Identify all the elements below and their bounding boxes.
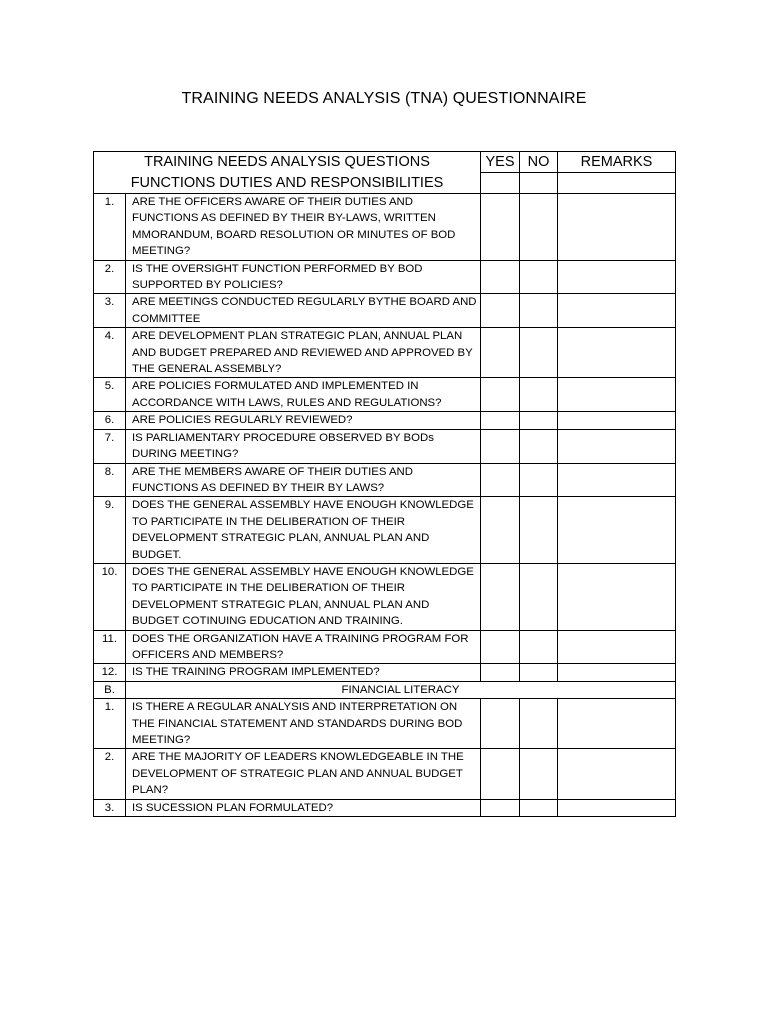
question-text: ARE THE OFFICERS AWARE OF THEIR DUTIES AND FUNCTIONS AS DEFINED BY THEIR BY-LAWS, WRITTEN MMORANDUM, BOARD RESOLUTION OR MINUTES OF BOD MEETING? (126, 194, 481, 261)
question-number: 2. (94, 260, 126, 294)
remarks-cell[interactable] (558, 699, 676, 749)
section-a-header: FUNCTIONS DUTIES AND RESPONSIBILITIES (94, 173, 481, 194)
no-answer-cell[interactable] (520, 194, 558, 261)
no-answer-cell[interactable] (520, 378, 558, 412)
no-answer-cell[interactable] (520, 260, 558, 294)
question-number: 10. (94, 563, 126, 630)
yes-answer-cell[interactable] (481, 699, 520, 749)
question-text: ARE THE MEMBERS AWARE OF THEIR DUTIES AND FUNCTIONS AS DEFINED BY THEIR BY LAWS? (126, 463, 481, 497)
document-title: TRAINING NEEDS ANALYSIS (TNA) QUESTIONNAIRE (181, 90, 587, 107)
no-answer-cell[interactable] (520, 749, 558, 799)
yes-answer-cell[interactable] (481, 664, 520, 681)
remarks-cell[interactable] (558, 749, 676, 799)
question-number: 1. (94, 699, 126, 749)
yes-header: YES (481, 152, 520, 173)
yes-answer-cell[interactable] (481, 328, 520, 378)
question-text: IS PARLIAMENTARY PROCEDURE OBSERVED BY BODs DURING MEETING? (126, 429, 481, 463)
remarks-cell[interactable] (558, 294, 676, 328)
question-text: ARE POLICIES REGULARLY REVIEWED? (126, 412, 481, 429)
remarks-cell[interactable] (558, 664, 676, 681)
question-text: ARE POLICIES FORMULATED AND IMPLEMENTED IN ACCORDANCE WITH LAWS, RULES AND REGULATIONS? (126, 378, 481, 412)
no-answer-cell[interactable] (520, 799, 558, 816)
table-row (94, 699, 676, 749)
yes-answer-cell[interactable] (481, 412, 520, 429)
table-row (94, 194, 676, 261)
remarks-cell[interactable] (558, 412, 676, 429)
yes-answer-cell[interactable] (481, 378, 520, 412)
question-number: 9. (94, 497, 126, 564)
question-number: 2. (94, 749, 126, 799)
question-number: 1. (94, 194, 126, 261)
no-answer-cell[interactable] (520, 664, 558, 681)
remarks-header: REMARKS (558, 152, 676, 173)
question-text: IS THERE A REGULAR ANALYSIS AND INTERPRETATION ON THE FINANCIAL STATEMENT AND STANDARDS DURING BOD MEETING? (126, 699, 481, 749)
question-text: DOES THE GENERAL ASSEMBLY HAVE ENOUGH KNOWLEDGE TO PARTICIPATE IN THE DELIBERATION OF THEIR DEVELOPMENT STRATEGIC PLAN, ANNUAL PLAN AND BUDGET. (126, 497, 481, 564)
yes-answer-cell[interactable] (481, 260, 520, 294)
question-text: IS SUCESSION PLAN FORMULATED? (126, 799, 481, 816)
yes-answer-cell[interactable] (481, 497, 520, 564)
question-number: 4. (94, 328, 126, 378)
yes-answer-cell[interactable] (481, 173, 520, 194)
yes-answer-cell[interactable] (481, 463, 520, 497)
question-text: DOES THE ORGANIZATION HAVE A TRAINING PROGRAM FOR OFFICERS AND MEMBERS? (126, 630, 481, 664)
header-row (94, 152, 676, 173)
question-number: 6. (94, 412, 126, 429)
section-header-row (94, 173, 676, 194)
table-row (94, 294, 676, 328)
no-answer-cell[interactable] (520, 412, 558, 429)
question-number: 11. (94, 630, 126, 664)
yes-answer-cell[interactable] (481, 630, 520, 664)
no-answer-cell[interactable] (520, 463, 558, 497)
questionnaire-table (93, 151, 676, 817)
question-text: ARE MEETINGS CONDUCTED REGULARLY BYTHE BOARD AND COMMITTEE (126, 294, 481, 328)
table-row (94, 497, 676, 564)
no-answer-cell[interactable] (520, 630, 558, 664)
table-row (94, 664, 676, 681)
question-number: 3. (94, 294, 126, 328)
table-row (94, 630, 676, 664)
table-row (94, 378, 676, 412)
no-header: NO (520, 152, 558, 173)
question-number: 12. (94, 664, 126, 681)
remarks-cell[interactable] (558, 799, 676, 816)
table-row (94, 563, 676, 630)
remarks-cell[interactable] (558, 328, 676, 378)
question-number: 7. (94, 429, 126, 463)
question-text: IS THE OVERSIGHT FUNCTION PERFORMED BY BOD SUPPORTED BY POLICIES? (126, 260, 481, 294)
section-b-title: FINANCIAL LITERACY (126, 681, 676, 698)
question-number: 8. (94, 463, 126, 497)
table-row (94, 463, 676, 497)
no-answer-cell[interactable] (520, 699, 558, 749)
table-row (94, 412, 676, 429)
remarks-cell[interactable] (558, 173, 676, 194)
table-row (94, 429, 676, 463)
remarks-cell[interactable] (558, 563, 676, 630)
question-number: 3. (94, 799, 126, 816)
question-text: ARE DEVELOPMENT PLAN STRATEGIC PLAN, ANNUAL PLAN AND BUDGET PREPARED AND REVIEWED AND APPROVED BY THE GENERAL ASSEMBLY? (126, 328, 481, 378)
no-answer-cell[interactable] (520, 294, 558, 328)
question-text: IS THE TRAINING PROGRAM IMPLEMENTED? (126, 664, 481, 681)
no-answer-cell[interactable] (520, 497, 558, 564)
table-row (94, 328, 676, 378)
yes-answer-cell[interactable] (481, 749, 520, 799)
no-answer-cell[interactable] (520, 563, 558, 630)
remarks-cell[interactable] (558, 630, 676, 664)
question-number: 5. (94, 378, 126, 412)
section-b-row (94, 681, 676, 698)
no-answer-cell[interactable] (520, 173, 558, 194)
remarks-cell[interactable] (558, 497, 676, 564)
section-b-number: B. (94, 681, 126, 698)
yes-answer-cell[interactable] (481, 563, 520, 630)
yes-answer-cell[interactable] (481, 799, 520, 816)
table-row (94, 749, 676, 799)
question-text: DOES THE GENERAL ASSEMBLY HAVE ENOUGH KNOWLEDGE TO PARTICIPATE IN THE DELIBERATION OF THEIR DEVELOPMENT STRATEGIC PLAN, ANNUAL PLAN AND BUDGET COTINUING EDUCATION AND TRAINING. (126, 563, 481, 630)
remarks-cell[interactable] (558, 463, 676, 497)
no-answer-cell[interactable] (520, 328, 558, 378)
table-row (94, 799, 676, 816)
remarks-cell[interactable] (558, 194, 676, 261)
questions-header: TRAINING NEEDS ANALYSIS QUESTIONS (94, 152, 481, 173)
remarks-cell[interactable] (558, 378, 676, 412)
question-text: ARE THE MAJORITY OF LEADERS KNOWLEDGEABLE IN THE DEVELOPMENT OF STRATEGIC PLAN AND ANNUAL BUDGET PLAN? (126, 749, 481, 799)
yes-answer-cell[interactable] (481, 194, 520, 261)
remarks-cell[interactable] (558, 260, 676, 294)
yes-answer-cell[interactable] (481, 429, 520, 463)
table-row (94, 260, 676, 294)
yes-answer-cell[interactable] (481, 294, 520, 328)
remarks-cell[interactable] (558, 429, 676, 463)
no-answer-cell[interactable] (520, 429, 558, 463)
